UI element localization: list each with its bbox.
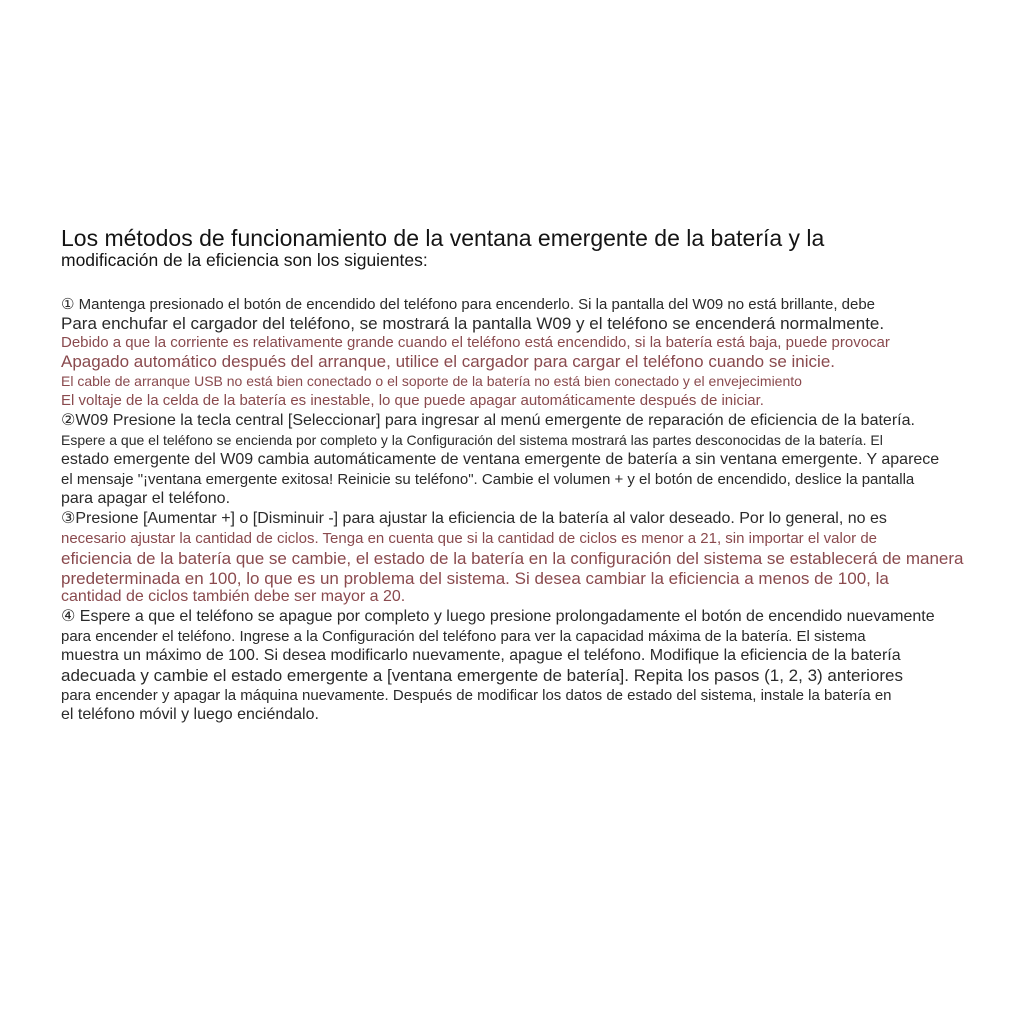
step-2-line-5: para apagar el teléfono. [61,490,231,507]
document-title-line-1: Los métodos de funcionamiento de la ventana emergente de la batería y la [61,225,825,251]
step-1-line-2: Para enchufar el cargador del teléfono, se mostrará la pantalla W09 y el teléfono se encenderá normalmente. [61,314,885,333]
step-1-warning-line-4: El voltaje de la celda de la batería es inestable, lo que puede apagar automáticamente después de iniciar. [61,392,764,409]
step-4-line-1: ④ Espere a que el teléfono se apague por completo y luego presione prolongadamente el botón de encendido nuevamente [61,608,935,625]
step-3-line-4: predeterminada en 100, lo que es un problema del sistema. Si desea cambiar la eficiencia a menos de 100, la [61,569,889,588]
document-title-line-2: modificación de la eficiencia son los siguientes: [61,250,428,270]
step-1-warning-line-1: Debido a que la corriente es relativamente grande cuando el teléfono está encendido, si la batería está baja, puede provocar [61,334,890,351]
step-4-line-2: para encender el teléfono. Ingrese a la Configuración del teléfono para ver la capacidad máxima de la batería. El sistema [61,628,866,645]
step-1-warning-line-2: Apagado automático después del arranque, utilice el cargador para cargar el teléfono cuando se inicie. [61,352,835,371]
step-3-line-2: necesario ajustar la cantidad de ciclos. Tenga en cuenta que si la cantidad de ciclos es menor a 21, sin importar el valor de [61,530,878,547]
step-4-line-4: adecuada y cambie el estado emergente a [ventana emergente de batería]. Repita los pasos (1, 2, 3) anteriores [61,666,904,685]
step-2-line-4: el mensaje "¡ventana emergente exitosa! Reinicie su teléfono". Cambie el volumen + y el botón de encendido, deslice la pantalla [61,471,915,488]
step-3-line-5: cantidad de ciclos también debe ser mayor a 20. [61,588,406,605]
step-2-line-3: estado emergente del W09 cambia automáticamente de ventana emergente de batería a sin ventana emergente. Y aparece [61,451,940,468]
step-4-line-5: para encender y apagar la máquina nuevamente. Después de modificar los datos de estado del sistema, instale la batería en [61,687,892,704]
step-2-line-2: Espere a que el teléfono se encienda por completo y la Configuración del sistema mostrará las partes desconocidas de la batería. El [61,432,883,448]
step-4-line-6: el teléfono móvil y luego enciéndalo. [61,706,319,723]
step-3-line-3: eficiencia de la batería que se cambie, el estado de la batería en la configuración del sistema se establecerá de manera [61,549,964,568]
step-4-line-3: muestra un máximo de 100. Si desea modificarlo nuevamente, apague el teléfono. Modifique la eficiencia de la batería [61,647,901,664]
step-1-warning-line-3: El cable de arranque USB no está bien conectado o el soporte de la batería no está bien conectado y el envejecimiento [61,373,802,389]
step-2-line-1: ②W09 Presione la tecla central [Seleccionar] para ingresar al menú emergente de reparación de eficiencia de la batería. [61,412,915,429]
step-3-line-1: ③Presione [Aumentar +] o [Disminuir -] para ajustar la eficiencia de la batería al valor deseado. Por lo general, no es [61,510,887,527]
step-1-line-1: ① Mantenga presionado el botón de encendido del teléfono para encenderlo. Si la pantalla del W09 no está brillante, debe [61,296,876,313]
